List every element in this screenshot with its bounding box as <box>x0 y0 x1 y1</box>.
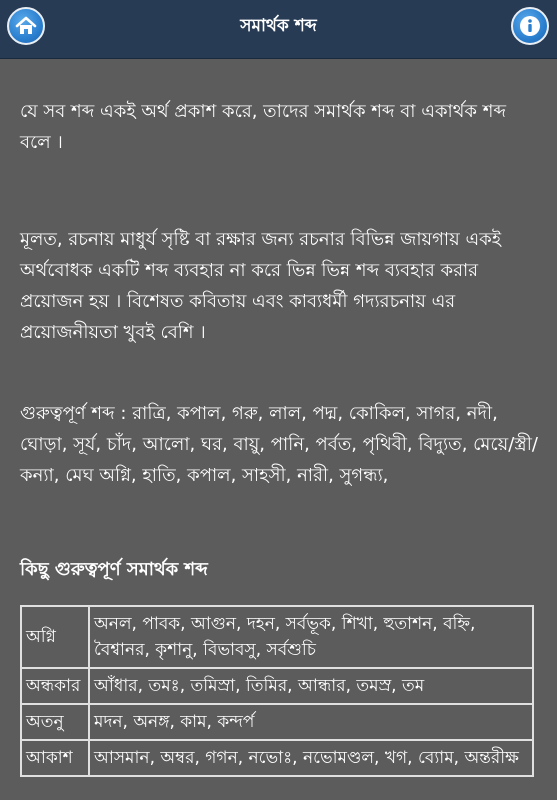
synonyms-cell: আসমান, অম্বর, গগন, নভোঃ, নভোমণ্ডল, খগ, ব্যোম, অন্তরীক্ষ <box>89 740 533 776</box>
page-title: সমার্থক শব্দ <box>240 16 317 36</box>
table-row <box>21 606 533 668</box>
word-cell: অন্ধকার <box>21 668 89 704</box>
synonyms-cell: আঁধার, তমঃ, তমিস্রা, তিমির, আন্ধার, তমস্র, তম <box>89 668 533 704</box>
info-icon <box>513 9 547 43</box>
important-words-paragraph: গুরুত্বপূর্ণ শব্দ : রাত্রি, কপাল, গরু, লাল, পদ্ম, কোকিল, সাগর, নদী, ঘোড়া, সূর্য, চাঁদ, আলো, ঘর, বায়ু, পানি, পর্বত, পৃথিবী, বিদ্যুত, মেয়ে/স্ত্রী/কন্যা, মেঘ অগ্নি, হাতি, কপাল, সাহসী, নারী, সুগন্ধ্য, <box>20 403 538 486</box>
word-cell: আকাশ <box>21 740 89 776</box>
synonyms-cell: অনল, পাবক, আগুন, দহন, সর্বভূক, শিখা, হুতাশন, বহ্নি, বৈশ্বানর, কৃশানু, বিভাবসু, সর্বশুচি <box>89 606 533 668</box>
app-header <box>0 0 557 59</box>
synonym-table <box>20 605 534 777</box>
table-row <box>21 704 533 740</box>
usage-paragraph: মূলত, রচনায় মাধুর্য সৃষ্টি বা রক্ষার জন্য রচনার বিভিন্ন জায়গায় একই অর্থবোধক একটি শব্দ ব্যবহার না করে ভিন্ন ভিন্ন শব্দ ব্যবহার করার প্রয়োজন হয় । বিশেষত কবিতায় এবং কাব্যধর্মী গদ্যরচনায় এর প্রয়োজনীয়তা খুবই বেশি । <box>20 229 502 343</box>
table-row <box>21 668 533 704</box>
definition-paragraph: যে সব শব্দ একই অর্থ প্রকাশ করে, তাদের সমার্থক শব্দ বা একার্থক শব্দ বলে । <box>20 101 507 153</box>
content-area <box>0 58 557 800</box>
info-button[interactable] <box>511 7 549 45</box>
table-row <box>21 740 533 776</box>
section-title: কিছু গুরুত্বপূর্ণ সমার্থক শব্দ <box>20 559 208 580</box>
synonyms-cell: মদন, অনঙ্গ, কাম, কন্দর্প <box>89 704 533 740</box>
word-cell: অতনু <box>21 704 89 740</box>
word-cell: অগ্নি <box>21 606 89 668</box>
